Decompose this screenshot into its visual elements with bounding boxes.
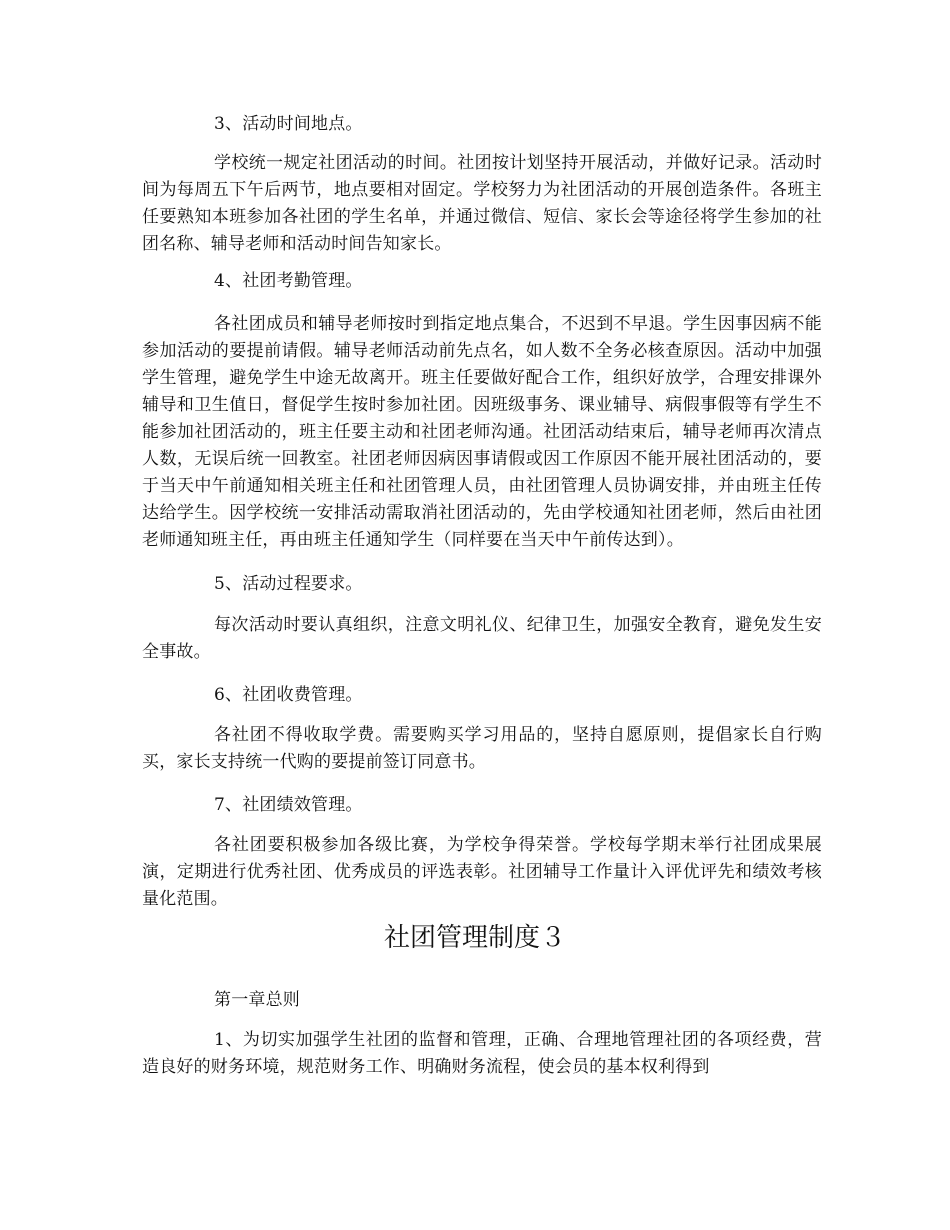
section-6-heading: 6、社团收费管理。 bbox=[214, 685, 363, 705]
chapter-1-heading: 第一章总则 bbox=[214, 990, 300, 1010]
section-7-heading: 7、社团绩效管理。 bbox=[214, 795, 363, 815]
chapter-1-paragraph-1: 1、为切实加强学生社团的监督和管理，正确、合理地管理社团的各项经费，营造良好的财务环境，规范财务工作、明确财务流程，使会员的基本权利得到 bbox=[142, 1030, 822, 1077]
section-3-paragraph: 学校统一规定社团活动的时间。社团按计划坚持开展活动，并做好记录。活动时间为每周五下午后两节，地点要相对固定。学校努力为社团活动的开展创造条件。各班主任要熟知本班参加各社团的学生名单，并通过微信、短信、家长会等途径将学生参加的社团名称、辅导老师和活动时间告知家长。 bbox=[142, 153, 822, 254]
section-4-paragraph: 各社团成员和辅导老师按时到指定地点集合，不迟到不早退。学生因事因病不能参加活动的要提前请假。辅导老师活动前先点名，如人数不全务必核查原因。活动中加强学生管理，避免学生中途无故离开。班主任要做好配合工作，组织好放学，合理安排课外辅导和卫生值日，督促学生按时参加社团。因班级事务、课业辅导、病假事假等有学生不能参加社团活动的，班主任要主动和社团老师沟通。社团活动结束后，辅导老师再次清点人数，无误后统一回教室。社团老师因病因事请假或因工作原因不能开展社团活动的，要于当天中午前通知相关班主任和社团管理人员，由社团管理人员协调安排，并由班主任传达给学生。因学校统一安排活动需取消社团活动的，先由学校通知社团老师，然后由社团老师通知班主任，再由班主任通知学生（同样要在当天中午前传达到）。 bbox=[142, 314, 822, 550]
section-5-heading: 5、活动过程要求。 bbox=[214, 574, 363, 594]
section-3-heading: 3、活动时间地点。 bbox=[214, 114, 363, 134]
section-4-heading: 4、社团考勤管理。 bbox=[214, 271, 363, 291]
section-7-paragraph: 各社团要积极参加各级比赛，为学校争得荣誉。学校每学期末举行社团成果展演，定期进行优秀社团、优秀成员的评选表彰。社团辅导工作量计入评优评先和绩效考核量化范围。 bbox=[142, 835, 822, 909]
section-6-paragraph: 各社团不得收取学费。需要购买学习用品的，坚持自愿原则，提倡家长自行购买，家长支持统一代购的要提前签订同意书。 bbox=[142, 725, 822, 772]
section-5-paragraph: 每次活动时要认真组织，注意文明礼仪、纪律卫生，加强安全教育，避免发生安全事故。 bbox=[142, 615, 822, 662]
document-title: 社团管理制度３ bbox=[383, 923, 566, 953]
